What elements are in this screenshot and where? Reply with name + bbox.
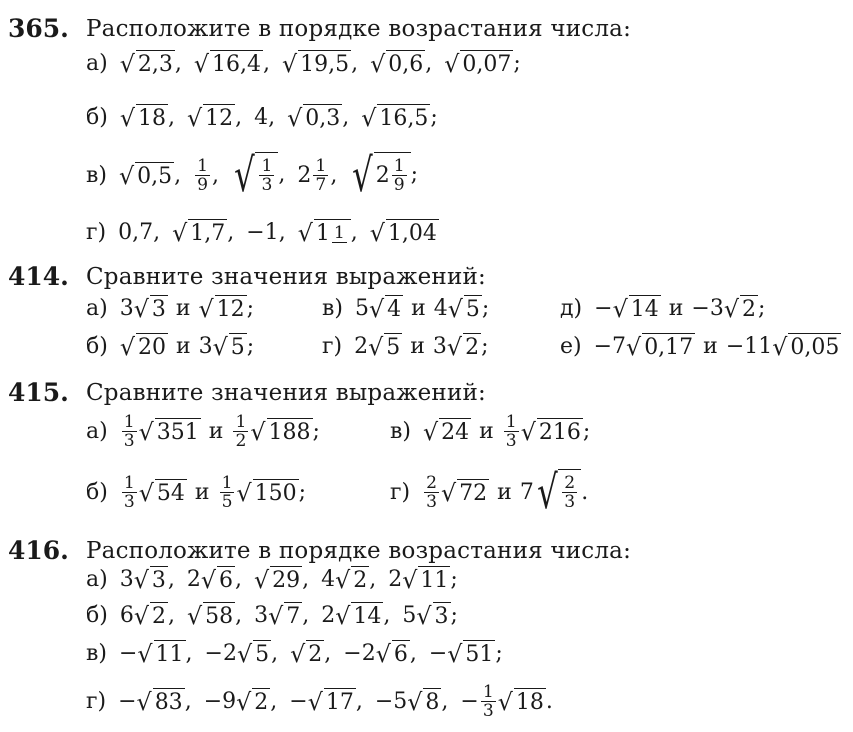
p416-b: б) 6 √ 2 , √ 58 , 3 √ 7 , 2 √ 14 , 5 √ 3 ; (86, 602, 458, 631)
p415-row2 (86, 462, 846, 522)
sqrt-expr: √ 0,3 , (287, 104, 350, 133)
problem-416-title: Расположите в порядке возрастания числа: (86, 538, 632, 564)
p415-v: в) √ 24 и $\frac{1}{3}$ √ 216 ; (390, 411, 591, 451)
p365-v (86, 146, 430, 204)
sqrt-expr: √ 1,7 , (172, 218, 235, 247)
p415-a: а) $\frac{1}{3}$ √ 351 и $\frac{1}{2}$ √ 188 ; (86, 411, 320, 451)
sqrt-expr: √ 0,07 ; (444, 50, 521, 79)
problem-365-number: 365. (8, 14, 69, 43)
p414-e: е) −7 √ 0,17 и −11 √ 0,05 (560, 332, 840, 361)
item-label: в) (86, 162, 107, 188)
sqrt-expr: √ 2,3 , (119, 50, 182, 79)
sqrt-expr: √ 16,4 , (193, 50, 270, 79)
p414-d: д) − √ 14 и −3 √ 2 ; (560, 294, 766, 323)
p416-v: в) − √ 11 , −2 √ 5 , √ 2 , −2 √ 6 , − √ 51 ; (86, 640, 503, 669)
number: −1 , (246, 219, 286, 245)
fraction: $\frac{1}{9}$ , (197, 155, 220, 195)
problem-416-number: 416. (8, 536, 69, 565)
item-label: б) (86, 105, 108, 130)
number: 4 , (254, 105, 276, 130)
problem-414-number: 414. (8, 262, 69, 291)
sqrt-expr: √ 0,5 , (118, 161, 182, 190)
p415-g: г) $\frac{2}{3}$ √ 72 и 7 √ $\frac{2}{3}$ . (390, 464, 589, 519)
problem-365-title: Расположите в порядке возрастания числа: (86, 16, 632, 42)
p415-b: б) $\frac{1}{3}$ √ 54 и $\frac{1}{5}$ √ 150 ; (86, 472, 307, 512)
sqrt-mixed: √ 1 1 , (297, 218, 358, 247)
p415-row1 (86, 404, 846, 458)
sqrt-mixed: √ 2 $\frac{1}{9}$ ; (352, 147, 419, 202)
p414-row1 (86, 292, 846, 324)
p414-g: г) 2 √ 5 и 3 √ 2 ; (322, 332, 489, 361)
problem-414-title: Сравните значения выражений: (86, 264, 486, 290)
sqrt-fraction: √ $\frac{1}{3}$ , (234, 147, 286, 202)
mixed-number: 2 $\frac{1}{7}$ , (297, 155, 338, 195)
sqrt-expr: √ 16,5 ; (361, 104, 438, 133)
p414-v: в) 5 √ 4 и 4 √ 5 ; (322, 294, 490, 323)
item-label: г) (86, 219, 107, 245)
p365-a (86, 50, 533, 77)
number: 0,7 , (118, 219, 161, 245)
p414-a: а) 3 √ 3 и √ 12 ; (86, 294, 255, 323)
p414-row2 (86, 330, 853, 362)
p416-g: г) − √ 83 , −9 √ 2 , − √ 17 , −5 √ 8 , − $\frac{1}{3}$ √ 18 . (86, 681, 553, 721)
p365-g (86, 216, 451, 248)
sqrt-expr: √ 0,6 , (370, 50, 433, 79)
sqrt-expr: √ 18 , (119, 104, 175, 133)
p414-b: б) √ 20 и 3 √ 5 ; (86, 332, 255, 361)
item-label: а) (86, 51, 108, 76)
problem-415-title: Сравните значения выражений: (86, 380, 486, 406)
problem-415-number: 415. (8, 378, 69, 407)
p416-a: а) 3 √ 3 , 2 √ 6 , √ 29 , 4 √ 2 , 2 √ 11 ; (86, 566, 458, 595)
p365-b (86, 104, 450, 131)
sqrt-expr: √ 12 , (186, 104, 243, 133)
sqrt-expr: √ 19,5 , (281, 50, 359, 79)
sqrt-expr: √ 1,04 (369, 218, 437, 247)
